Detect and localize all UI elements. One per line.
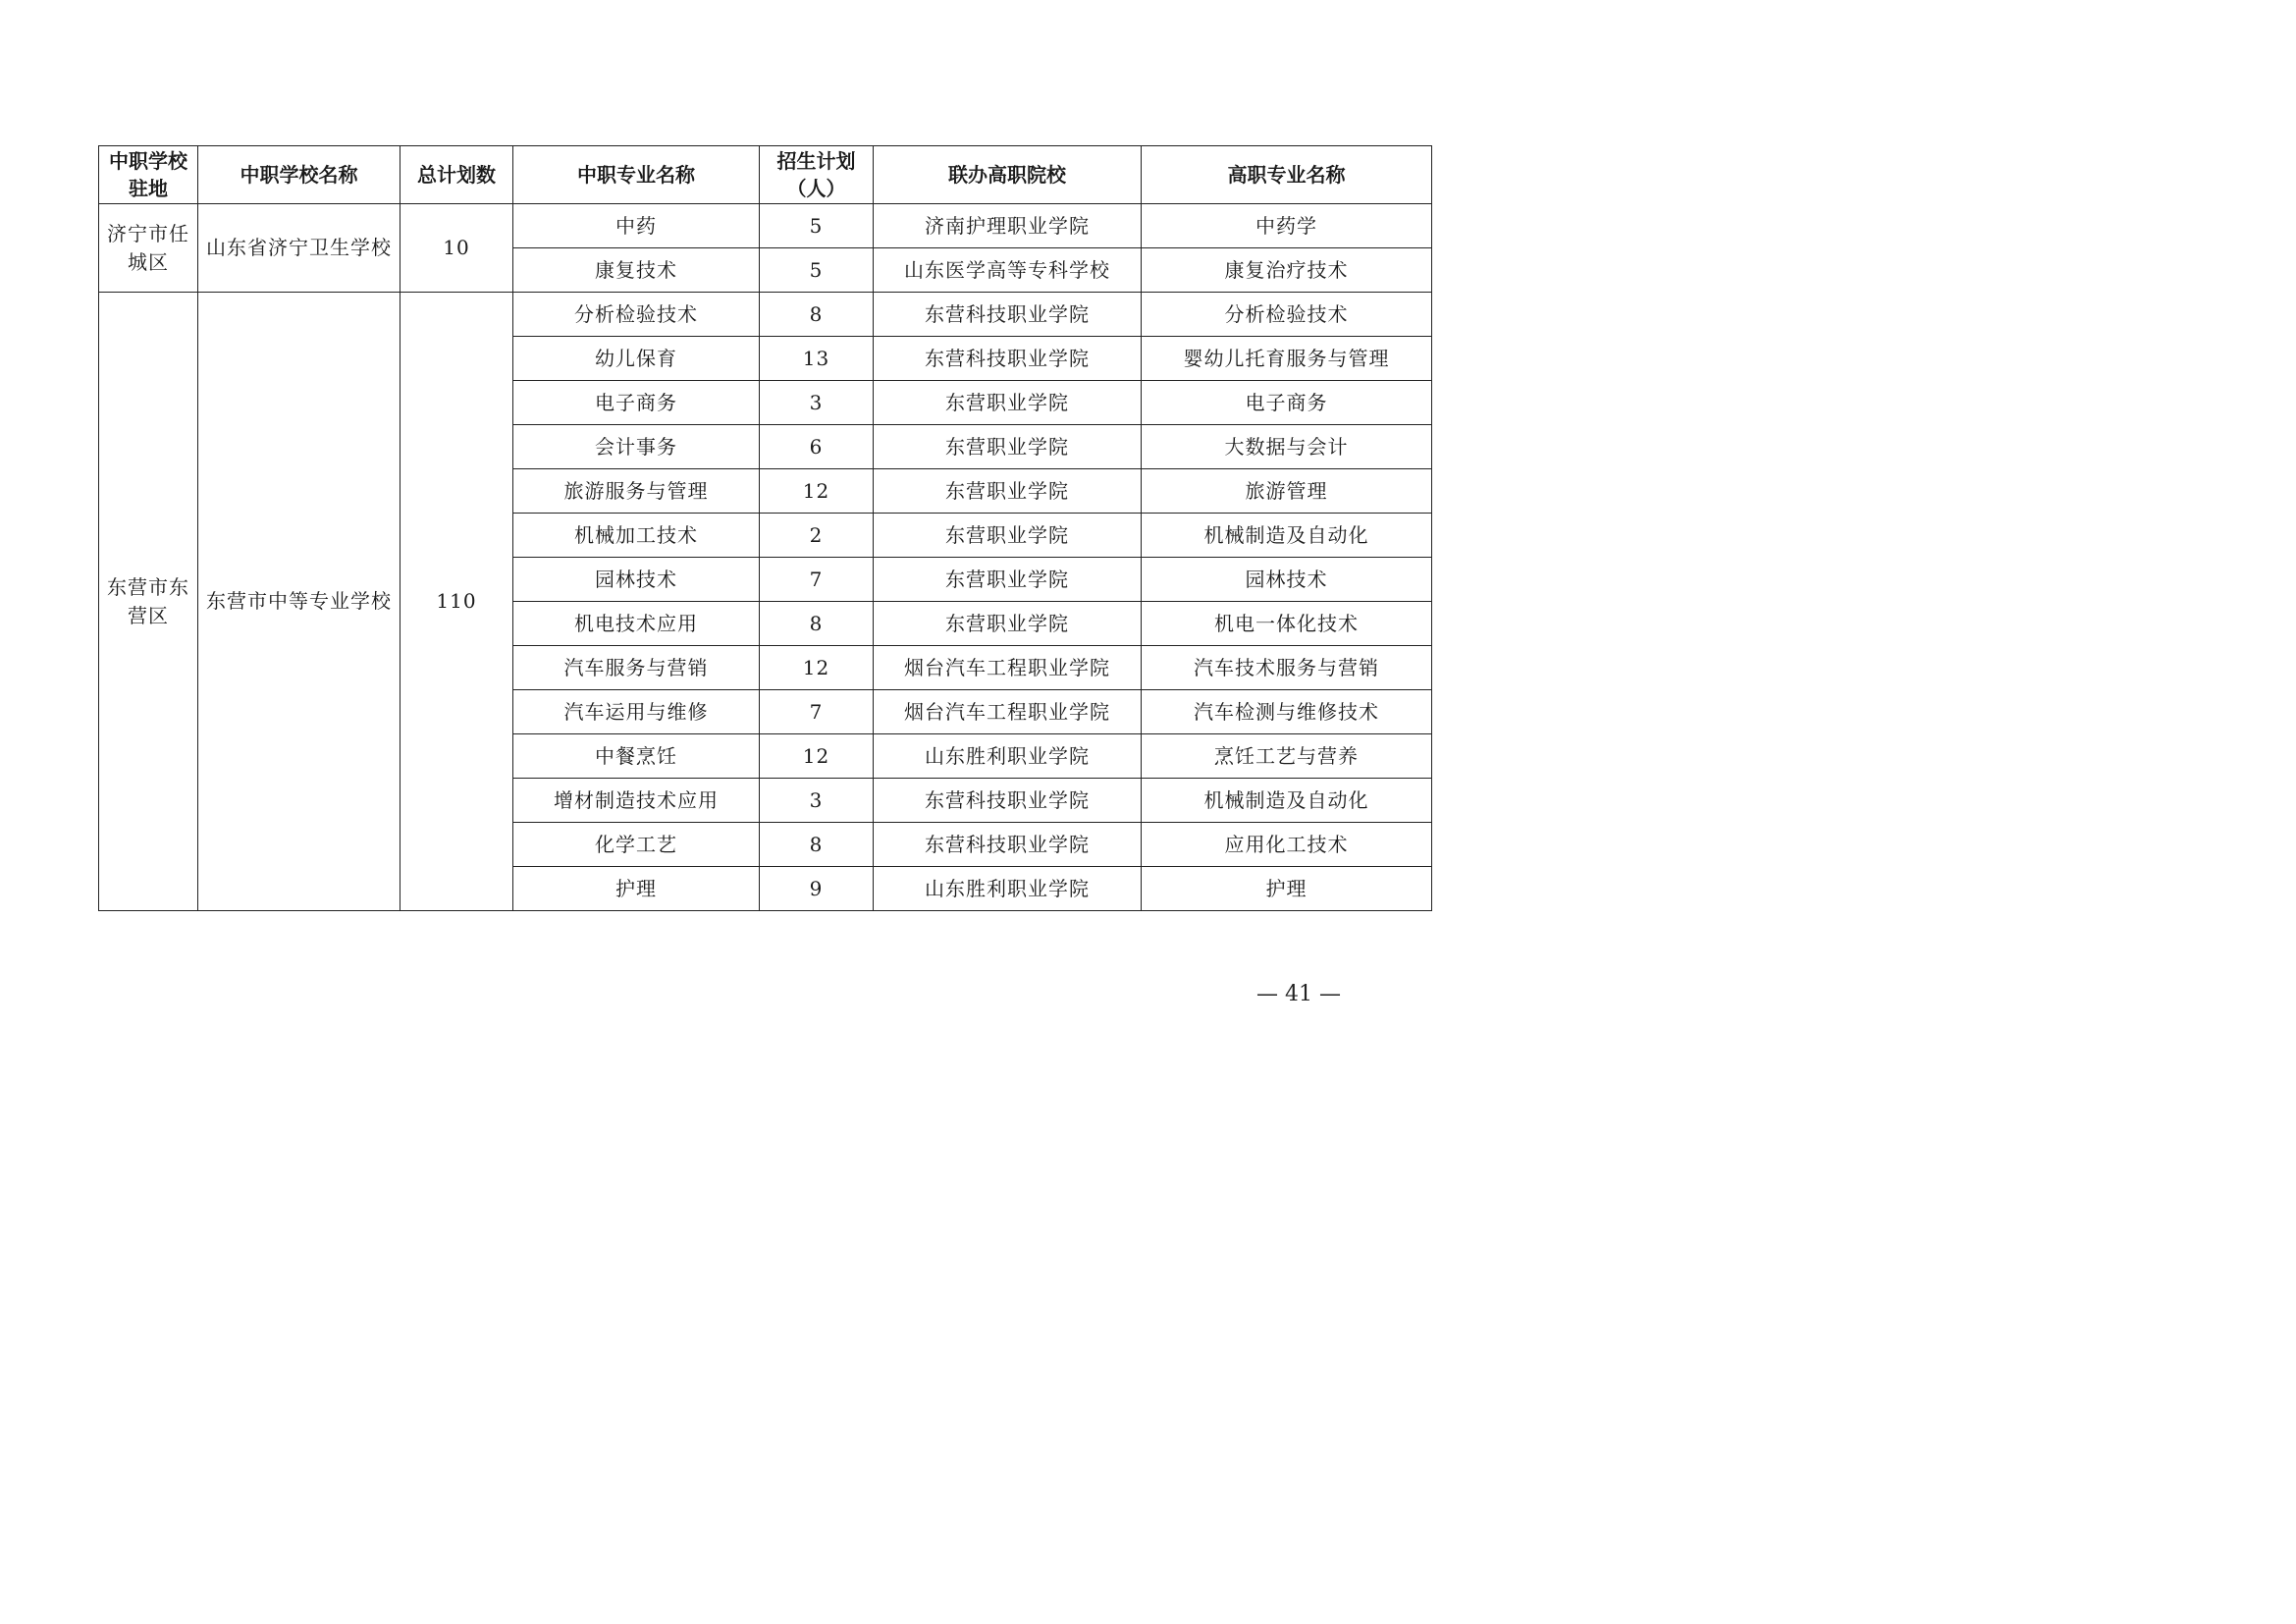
college-major-cell: 电子商务 [1142,381,1432,425]
enroll-count-cell: 5 [760,248,874,293]
enrollment-plan-table [98,145,1432,911]
major-cell: 旅游服务与管理 [513,469,760,514]
college-major-cell: 机械制造及自动化 [1142,514,1432,558]
major-cell: 汽车运用与维修 [513,690,760,734]
header-school: 中职学校名称 [198,146,400,204]
major-cell: 化学工艺 [513,823,760,867]
location-cell: 济宁市任城区 [99,204,198,293]
enroll-count-cell: 9 [760,867,874,911]
header-college-major: 高职专业名称 [1142,146,1432,204]
college-cell: 东营职业学院 [874,602,1142,646]
enroll-count-cell: 3 [760,381,874,425]
header-total: 总计划数 [400,146,513,204]
major-cell: 中餐烹饪 [513,734,760,779]
enroll-count-cell: 2 [760,514,874,558]
enroll-count-cell: 8 [760,293,874,337]
college-major-cell: 应用化工技术 [1142,823,1432,867]
major-cell: 分析检验技术 [513,293,760,337]
major-cell: 增材制造技术应用 [513,779,760,823]
total-plan-cell: 10 [400,204,513,293]
college-cell: 山东胜利职业学院 [874,867,1142,911]
college-cell: 东营科技职业学院 [874,337,1142,381]
total-plan-cell: 110 [400,293,513,911]
enroll-count-cell: 8 [760,602,874,646]
college-major-cell: 大数据与会计 [1142,425,1432,469]
college-major-cell: 婴幼儿托育服务与管理 [1142,337,1432,381]
school-name-cell: 东营市中等专业学校 [198,293,400,911]
college-major-cell: 园林技术 [1142,558,1432,602]
header-enroll: 招生计划（人） [760,146,874,204]
location-cell: 东营市东营区 [99,293,198,911]
header-college: 联办高职院校 [874,146,1142,204]
college-major-cell: 分析检验技术 [1142,293,1432,337]
enroll-count-cell: 7 [760,558,874,602]
table-row [99,204,1432,248]
major-cell: 康复技术 [513,248,760,293]
table-row [99,293,1432,337]
college-cell: 济南护理职业学院 [874,204,1142,248]
college-cell: 东营科技职业学院 [874,823,1142,867]
major-cell: 园林技术 [513,558,760,602]
major-cell: 中药 [513,204,760,248]
enroll-count-cell: 3 [760,779,874,823]
college-cell: 烟台汽车工程职业学院 [874,690,1142,734]
college-cell: 山东胜利职业学院 [874,734,1142,779]
enroll-count-cell: 12 [760,734,874,779]
header-major: 中职专业名称 [513,146,760,204]
college-major-cell: 汽车检测与维修技术 [1142,690,1432,734]
college-major-cell: 护理 [1142,867,1432,911]
table-header [99,146,1432,204]
enroll-count-cell: 6 [760,425,874,469]
major-cell: 会计事务 [513,425,760,469]
college-cell: 东营科技职业学院 [874,779,1142,823]
college-major-cell: 机电一体化技术 [1142,602,1432,646]
college-cell: 东营职业学院 [874,469,1142,514]
major-cell: 机电技术应用 [513,602,760,646]
page-number: — 41 — [1256,982,1341,1006]
enroll-count-cell: 5 [760,204,874,248]
major-cell: 护理 [513,867,760,911]
college-major-cell: 烹饪工艺与营养 [1142,734,1432,779]
college-cell: 东营职业学院 [874,514,1142,558]
college-major-cell: 旅游管理 [1142,469,1432,514]
college-major-cell: 汽车技术服务与营销 [1142,646,1432,690]
major-cell: 幼儿保育 [513,337,760,381]
college-major-cell: 中药学 [1142,204,1432,248]
enroll-count-cell: 12 [760,646,874,690]
major-cell: 汽车服务与营销 [513,646,760,690]
major-cell: 电子商务 [513,381,760,425]
school-name-cell: 山东省济宁卫生学校 [198,204,400,293]
enroll-count-cell: 13 [760,337,874,381]
college-cell: 烟台汽车工程职业学院 [874,646,1142,690]
enroll-count-cell: 12 [760,469,874,514]
college-cell: 东营职业学院 [874,558,1142,602]
major-cell: 机械加工技术 [513,514,760,558]
college-cell: 东营职业学院 [874,381,1142,425]
college-major-cell: 康复治疗技术 [1142,248,1432,293]
college-major-cell: 机械制造及自动化 [1142,779,1432,823]
college-cell: 东营科技职业学院 [874,293,1142,337]
header-location: 中职学校驻地 [99,146,198,204]
college-cell: 东营职业学院 [874,425,1142,469]
table-body [99,204,1432,911]
enroll-count-cell: 8 [760,823,874,867]
college-cell: 山东医学高等专科学校 [874,248,1142,293]
enroll-count-cell: 7 [760,690,874,734]
